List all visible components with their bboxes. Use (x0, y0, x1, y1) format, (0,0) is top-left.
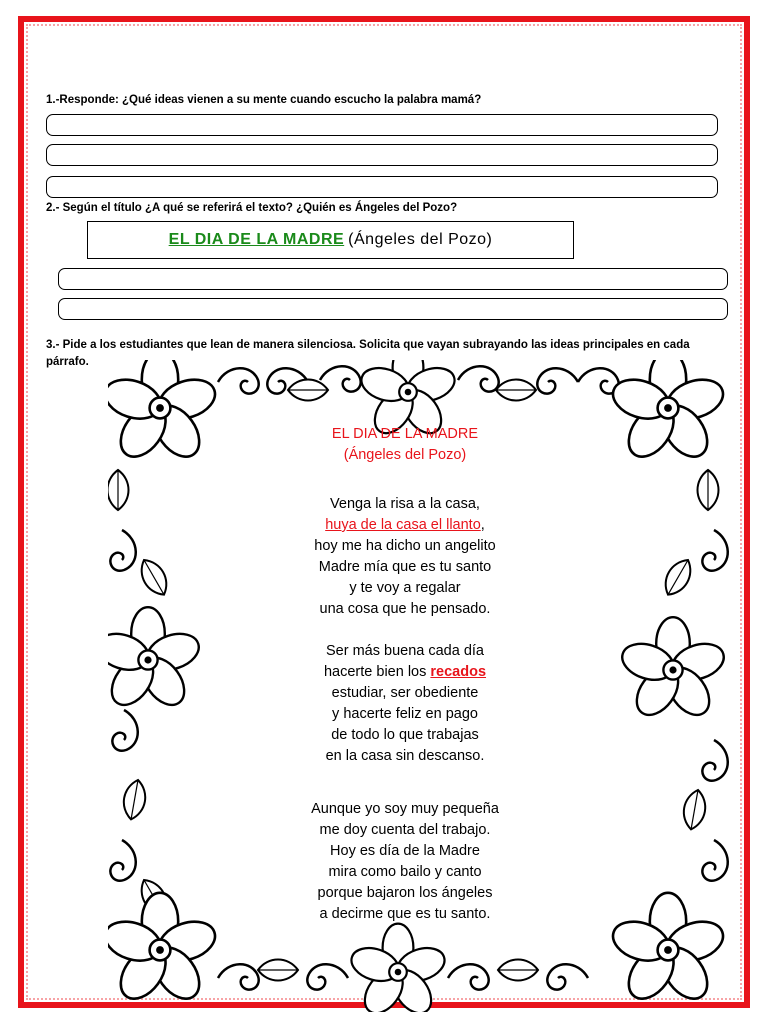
title-box (87, 221, 574, 259)
poem-line: Aunque yo soy muy pequeña (311, 801, 499, 817)
question-2: 2.- Según el título ¿A qué se referirá el texto? ¿Quién es Ángeles del Pozo? (46, 202, 458, 214)
poem-line: hoy me ha dicho un angelito (314, 538, 496, 554)
poem-line: Venga la risa a la casa, (330, 496, 480, 512)
answer-line-5[interactable] (58, 298, 728, 320)
title-box-title: EL DIA DE LA MADRE (168, 231, 345, 248)
highlighted-word: recados (430, 664, 487, 680)
poem-line: una cosa que he pensado. (319, 601, 491, 617)
poem-line: en la casa sin descanso. (325, 748, 485, 764)
answer-line-3[interactable] (46, 176, 718, 198)
stanza-2 (240, 641, 570, 767)
answer-line-1[interactable] (46, 114, 718, 136)
poem-line: Hoy es día de la Madre (330, 843, 480, 859)
poem-line: me doy cuenta del trabajo. (319, 822, 491, 838)
question-3-line-2: párrafo. (46, 356, 89, 368)
answer-line-2[interactable] (46, 144, 718, 166)
poem-author: (Ángeles del Pozo) (343, 447, 467, 463)
poem (240, 424, 570, 946)
poem-line: porque bajaron los ángeles (317, 885, 493, 901)
poem-line: estudiar, ser obediente (331, 685, 479, 701)
poem-line: de todo lo que trabajas (331, 727, 479, 743)
stanza-1 (240, 494, 570, 620)
poem-line: Madre mía que es tu santo (318, 559, 492, 575)
stanza-3 (240, 799, 570, 925)
poem-line: y te voy a regalar (349, 580, 461, 596)
poem-line: hacerte bien los recados (323, 664, 487, 680)
poem-line: mira como bailo y canto (328, 864, 482, 880)
title-box-author: (Ángeles del Pozo) (348, 231, 493, 248)
answer-line-4[interactable] (58, 268, 728, 290)
highlighted-phrase: huya de la casa el llanto (325, 517, 481, 533)
poem-line: Ser más buena cada día (326, 643, 484, 659)
poem-title: EL DIA DE LA MADRE (331, 426, 479, 442)
question-1: 1.-Responde: ¿Qué ideas vienen a su mente cuando escucho la palabra mamá? (46, 94, 482, 106)
poem-line: huya de la casa el llanto, (325, 517, 485, 533)
poem-line: a decirme que es tu santo. (319, 906, 491, 922)
poem-line: y hacerte feliz en pago (332, 706, 478, 722)
question-3-line-1: 3.- Pide a los estudiantes que lean de manera silenciosa. Solicita que vayan subrayando las ideas principales en cada (46, 339, 690, 351)
